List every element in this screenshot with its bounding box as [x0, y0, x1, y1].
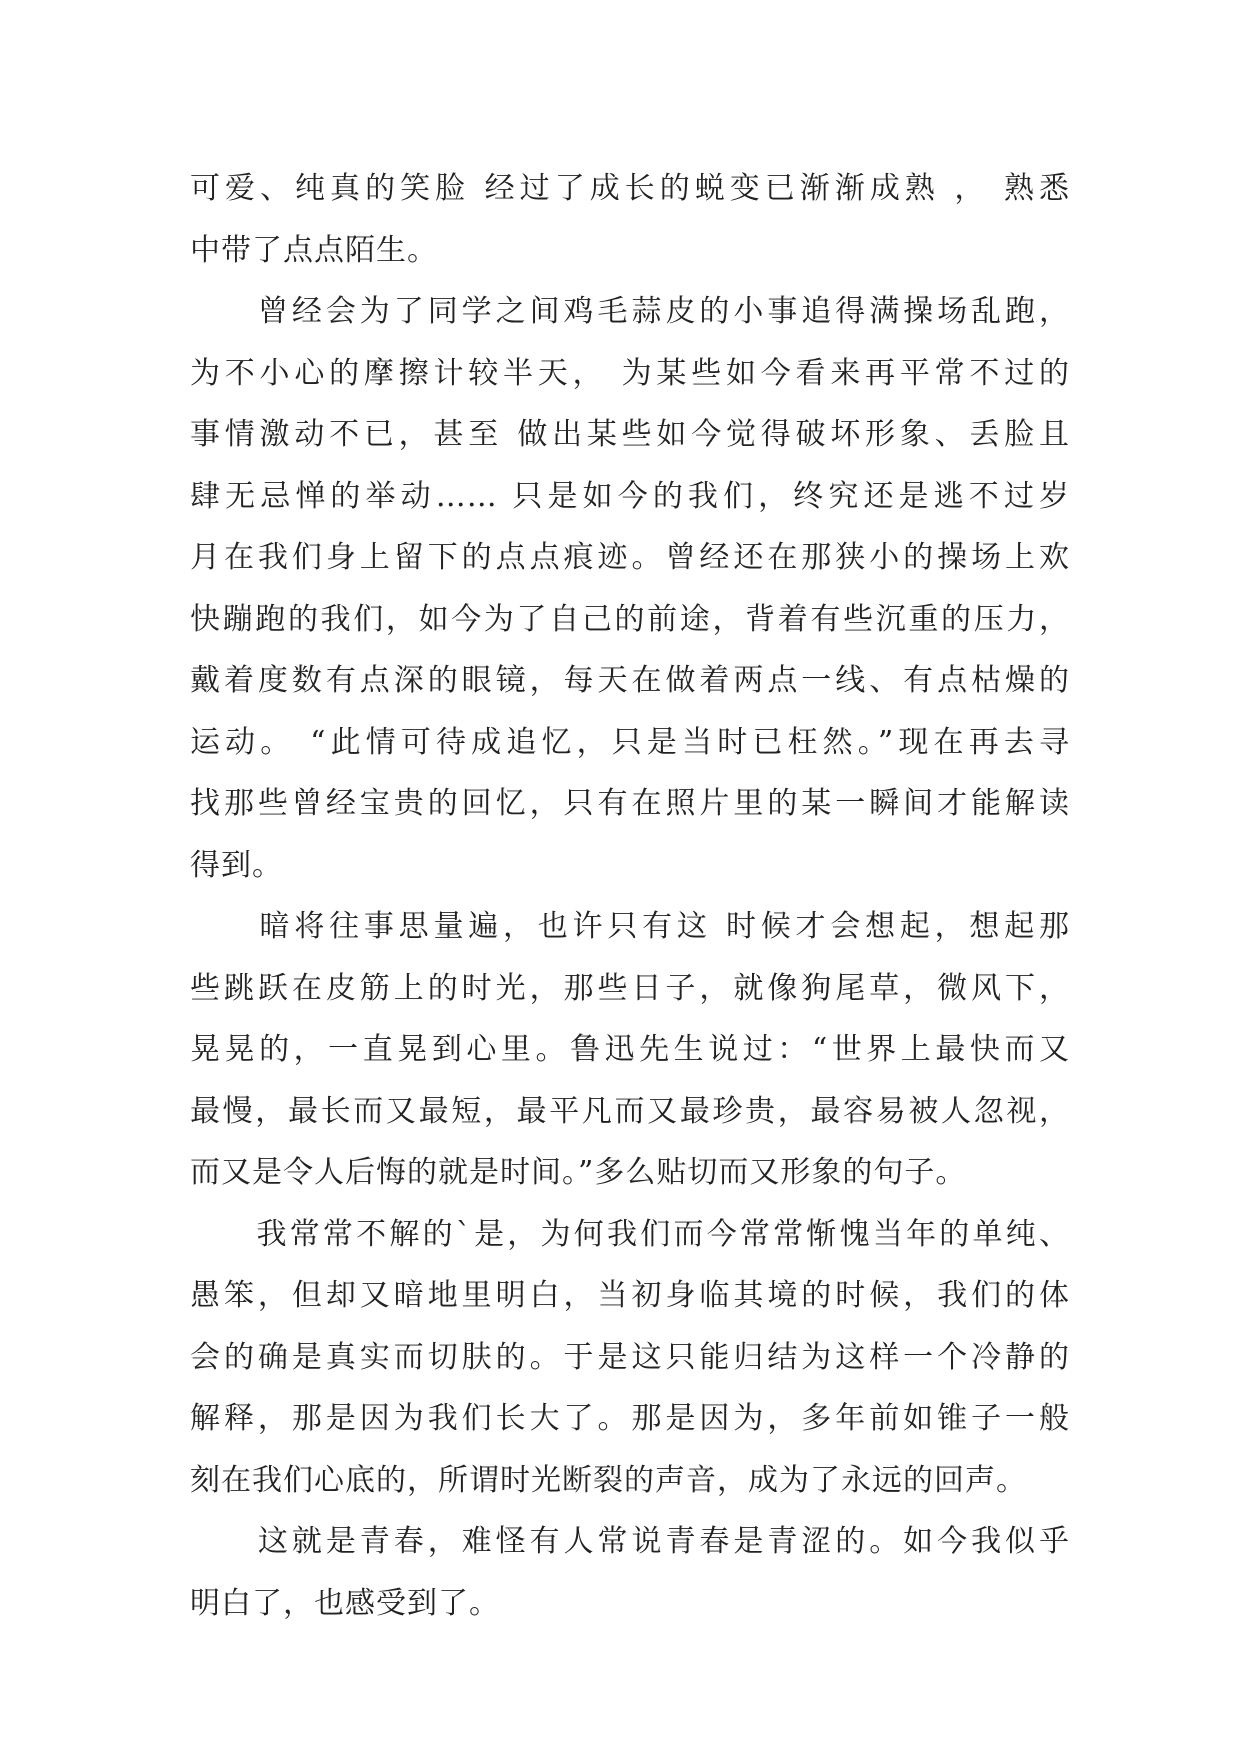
paragraph-1 — [190, 158, 1070, 281]
text-line: 找那些曾经宝贵的回忆，只有在照片里的某一瞬间才能解读 — [190, 786, 1070, 821]
text-line: 最慢，最长而又最短，最平凡而又最珍贵，最容易被人忽视， — [190, 1093, 1070, 1129]
article-body — [190, 158, 1070, 1634]
paragraph-4 — [190, 1204, 1070, 1512]
text-line: 暗将往事思量遍，也许只有这 时候才会想起，想起那 — [190, 909, 1070, 944]
text-line: 刻在我们心底的，所谓时光断裂的声音，成为了永远的回声。 — [190, 1462, 1027, 1498]
text-line: 解释，那是因为我们长大了。那是因为，多年前如锥子一般 — [190, 1401, 1070, 1436]
text-line: 快蹦跑的我们，如今为了自己的前途，背着有些沉重的压力， — [190, 601, 1070, 637]
text-line: 我常常不解的`是，为何我们而今常常惭愧当年的单纯、 — [190, 1216, 1070, 1252]
paragraph-2 — [190, 281, 1070, 896]
text-line: 运动。 “此情可待成追忆，只是当时已枉然。”现在再去寻 — [190, 724, 1070, 760]
paragraph-3 — [190, 896, 1070, 1204]
text-line: 可爱、纯真的笑脸 经过了成长的蜕变已渐渐成熟 ， 熟悉 — [190, 171, 1070, 206]
text-line: 而又是令人后悔的就是时间。”多么贴切而又形象的句子。 — [190, 1155, 967, 1190]
text-line: 事情激动不已，甚至 做出某些如今觉得破坏形象、丢脸且 — [190, 417, 1070, 452]
text-line: 肆无忌惮的举动…… 只是如今的我们，终究还是逃不过岁 — [190, 478, 1070, 514]
text-line: 会的确是真实而切肤的。于是这只能归结为这样一个冷静的 — [190, 1339, 1070, 1375]
text-line: 明白了，也感受到了。 — [190, 1585, 500, 1621]
text-line: 中带了点点陌生。 — [190, 232, 438, 268]
text-line: 为不小心的摩擦计较半天， 为某些如今看来再平常不过的 — [190, 355, 1070, 391]
text-line: 这就是青春，难怪有人常说青春是青涩的。如今我似乎 — [190, 1524, 1070, 1559]
text-line: 戴着度数有点深的眼镜，每天在做着两点一线、有点枯燥的 — [190, 663, 1070, 698]
text-line: 愚笨，但却又暗地里明白，当初身临其境的时候，我们的体 — [190, 1278, 1070, 1313]
text-line: 月在我们身上留下的点点痕迹。曾经还在那狭小的操场上欢 — [190, 540, 1070, 575]
text-line: 得到。 — [190, 847, 283, 883]
text-line: 曾经会为了同学之间鸡毛蒜皮的小事追得满操场乱跑， — [190, 294, 1070, 329]
text-line: 些跳跃在皮筋上的时光，那些日子，就像狗尾草，微风下， — [190, 970, 1070, 1006]
paragraph-5 — [190, 1511, 1070, 1634]
text-line: 晃晃的，一直晃到心里。鲁迅先生说过：“世界上最快而又 — [190, 1032, 1070, 1067]
